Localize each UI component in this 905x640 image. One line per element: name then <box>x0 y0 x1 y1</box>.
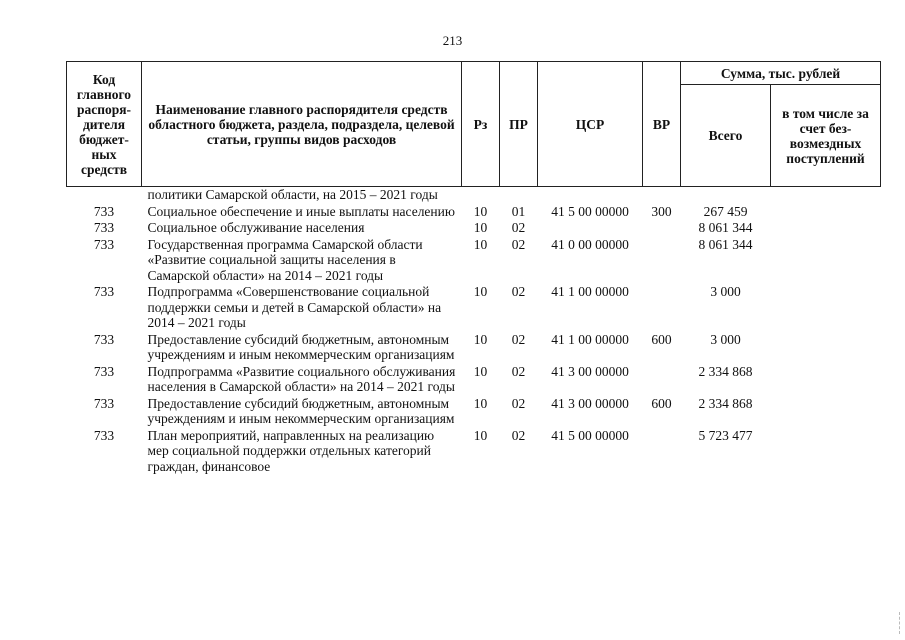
cell-pr: 02 <box>511 427 526 443</box>
cell-vr <box>643 187 681 204</box>
table-row <box>67 284 881 332</box>
cell-csr <box>538 187 643 204</box>
table-row <box>67 220 881 237</box>
cell-rz: 10 <box>473 331 488 347</box>
header-rz: Рз <box>462 62 500 187</box>
cell-code: 733 <box>93 203 115 219</box>
cell-total: 8 061 344 <box>698 220 753 235</box>
cell-gratuitous <box>771 284 881 332</box>
cell-gratuitous <box>771 396 881 428</box>
cell-code: 733 <box>93 427 115 443</box>
cell-pr: 02 <box>511 220 526 235</box>
cell-rz: 10 <box>473 203 488 219</box>
cell-name: Предоставление субсидий бюджетным, автономным учреждениям и иным некоммерческим организациям <box>147 395 455 426</box>
cell-name: План мероприятий, направленных на реализацию мер социальной поддержки отдельных категорий граждан, финансовое <box>147 427 435 474</box>
cell-gratuitous <box>771 332 881 364</box>
cell-rz: 10 <box>473 427 488 443</box>
cell-rz: 10 <box>473 236 488 252</box>
header-total: Всего <box>681 85 771 187</box>
header-vr: ВР <box>643 62 681 187</box>
header-code: Код главного распоря-дителя бюджет-ных средств <box>67 62 142 187</box>
cell-code: 733 <box>93 220 115 235</box>
cell-vr <box>643 364 681 396</box>
cell-code: 733 <box>93 395 115 411</box>
cell-name: Подпрограмма «Развитие социального обслуживания населения в Самарской области» на 2014 – 2021 годы <box>147 363 456 394</box>
cell-csr: 41 3 00 00000 <box>551 363 629 379</box>
cell-rz: 10 <box>473 220 488 235</box>
cell-pr: 02 <box>511 284 526 299</box>
cell-code: 733 <box>93 363 115 379</box>
cell-vr <box>643 428 681 476</box>
table-row <box>67 428 881 476</box>
cell-total: 2 334 868 <box>698 363 753 379</box>
cell-gratuitous <box>771 237 881 285</box>
cell-rz <box>462 187 500 204</box>
cell-vr: 300 <box>651 203 672 219</box>
cell-total: 3 000 <box>710 284 741 299</box>
cell-gratuitous <box>771 204 881 221</box>
header-name: Наименование главного распорядителя средств областного бюджета, раздела, подраздела, целевой статьи, группы видов расходов <box>142 62 462 187</box>
header-sum-group: Сумма, тыс. рублей <box>681 62 881 85</box>
cell-total <box>681 187 771 204</box>
header-gratuitous: в том числе за счет без-возмездных поступлений <box>771 85 881 187</box>
header-csr: ЦСР <box>538 62 643 187</box>
table-row <box>67 396 881 428</box>
cell-vr: 600 <box>651 395 672 411</box>
cell-csr: 41 3 00 00000 <box>551 395 629 411</box>
cell-name: политики Самарской области, на 2015 – 2021 годы <box>147 187 438 202</box>
table-row <box>67 187 881 204</box>
cell-name: Предоставление субсидий бюджетным, автономным учреждениям и иным некоммерческим организациям <box>147 331 455 362</box>
cell-code: 733 <box>93 284 115 299</box>
header-pr: ПР <box>500 62 538 187</box>
cell-csr: 41 1 00 00000 <box>551 331 629 347</box>
cell-code <box>67 187 142 204</box>
cell-pr: 02 <box>511 395 526 411</box>
cell-pr: 02 <box>511 331 526 347</box>
cell-code: 733 <box>93 236 115 252</box>
cell-total: 2 334 868 <box>698 395 753 411</box>
cell-gratuitous <box>771 428 881 476</box>
cell-name: Социальное обеспечение и иные выплаты населению <box>147 203 455 219</box>
cell-csr: 41 5 00 00000 <box>551 427 629 443</box>
table-row <box>67 237 881 285</box>
cell-vr: 600 <box>651 331 672 347</box>
cell-total: 267 459 <box>703 203 748 219</box>
cell-gratuitous <box>771 364 881 396</box>
cell-pr: 02 <box>511 236 526 252</box>
cell-pr: 01 <box>511 203 526 219</box>
cell-csr: 41 1 00 00000 <box>551 284 629 299</box>
cell-vr <box>643 220 681 237</box>
cell-name: Государственная программа Самарской области «Развитие социальной защиты населения в Самарской области» на 2014 – 2021 годы <box>147 236 423 283</box>
cell-total: 3 000 <box>710 331 741 347</box>
cell-vr <box>643 237 681 285</box>
cell-gratuitous <box>771 220 881 237</box>
scan-edge-mark <box>899 612 901 634</box>
table-row <box>67 332 881 364</box>
table-header <box>67 62 881 187</box>
page-number: 213 <box>442 33 463 48</box>
table-row <box>67 204 881 221</box>
cell-pr <box>500 187 538 204</box>
cell-csr <box>538 220 643 237</box>
cell-total: 8 061 344 <box>698 236 753 252</box>
cell-rz: 10 <box>473 284 488 299</box>
cell-rz: 10 <box>473 363 488 379</box>
table-row <box>67 364 881 396</box>
cell-name: Подпрограмма «Совершенствование социальной поддержки семьи и детей в Самарской области» на 2014 – 2021 годы <box>147 284 442 330</box>
cell-name: Социальное обслуживание населения <box>147 220 365 235</box>
cell-pr: 02 <box>511 363 526 379</box>
cell-rz: 10 <box>473 395 488 411</box>
cell-code: 733 <box>93 331 115 347</box>
budget-table <box>66 61 881 475</box>
cell-csr: 41 0 00 00000 <box>551 236 629 252</box>
cell-total: 5 723 477 <box>698 427 753 443</box>
cell-csr: 41 5 00 00000 <box>551 203 629 219</box>
cell-gratuitous <box>771 187 881 204</box>
table-body <box>67 187 881 476</box>
cell-vr <box>643 284 681 332</box>
